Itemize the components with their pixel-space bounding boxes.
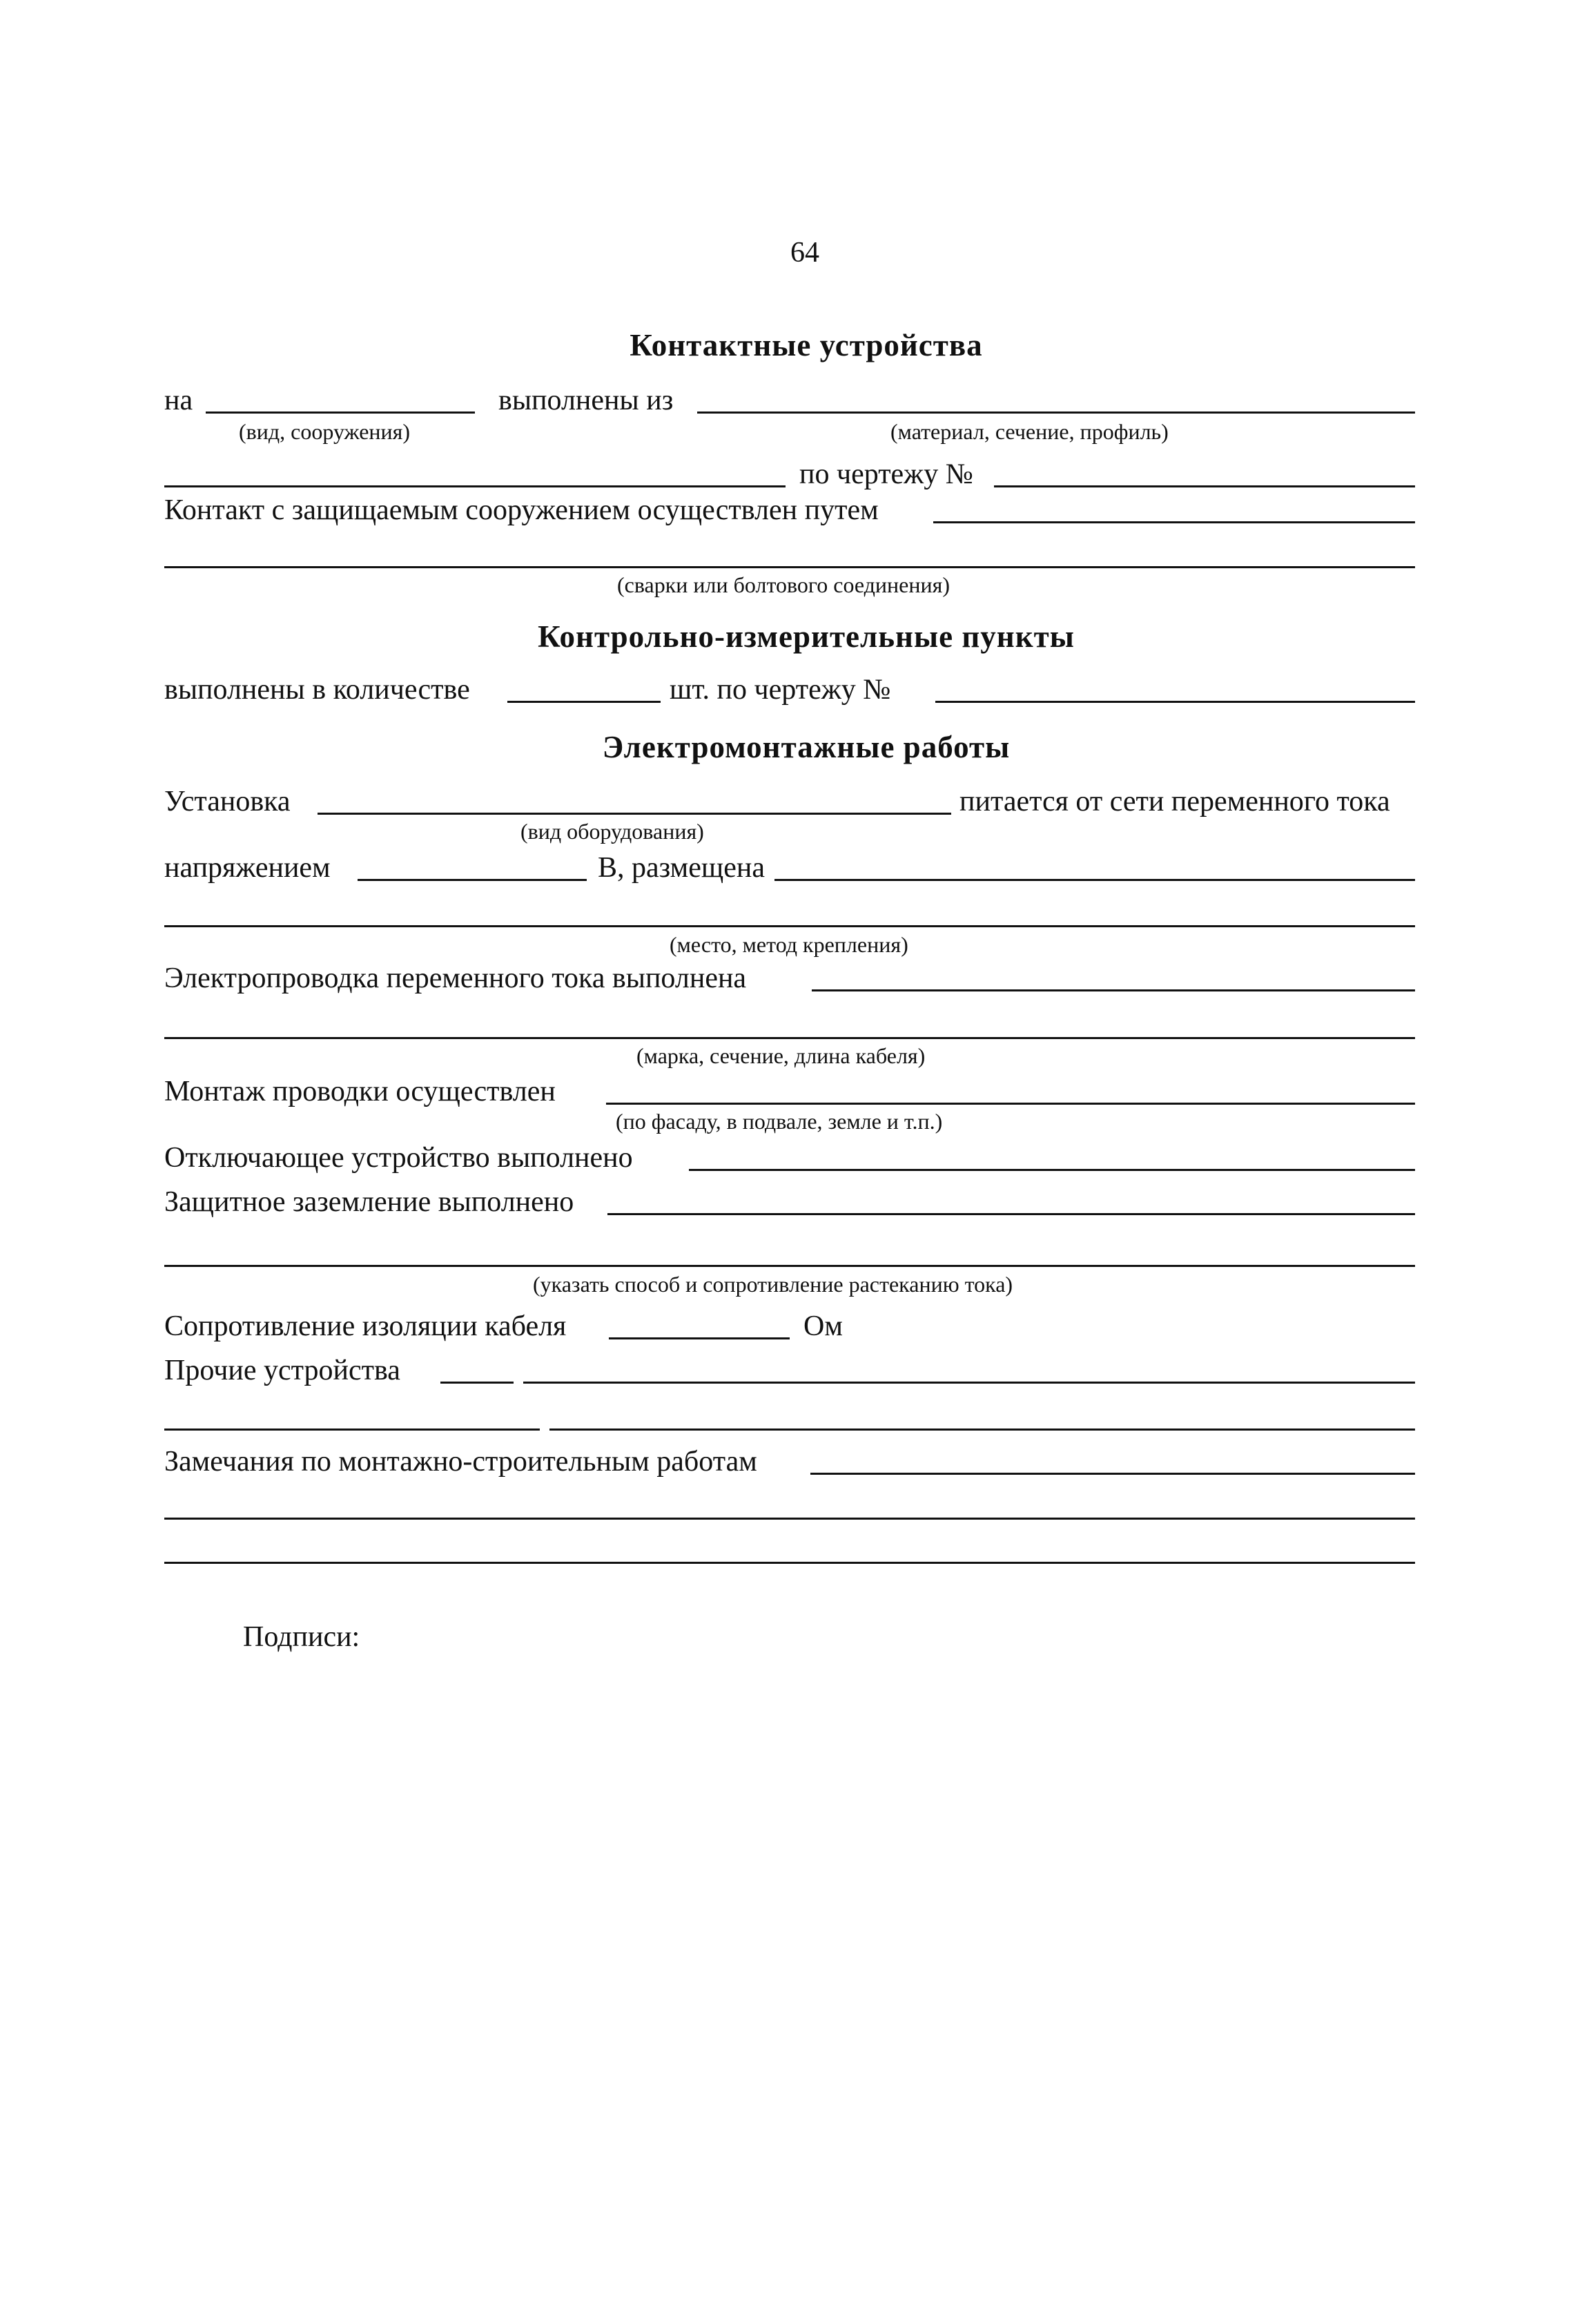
field-grounding-cont[interactable] xyxy=(164,1265,1415,1267)
field-insulation[interactable] xyxy=(609,1337,790,1339)
label-voltage: напряжением xyxy=(164,852,331,884)
label-signatures: Подписи: xyxy=(243,1621,360,1653)
field-remarks-cont-2[interactable] xyxy=(164,1562,1415,1564)
field-material[interactable] xyxy=(697,411,1415,414)
label-switch: Отключающее устройство выполнено xyxy=(164,1142,633,1174)
field-contact-method[interactable] xyxy=(933,521,1415,523)
field-wiring[interactable] xyxy=(812,989,1415,991)
caption-equipment: (вид оборудования) xyxy=(520,819,704,844)
caption-place: (место, метод крепления) xyxy=(670,932,908,957)
label-done-from: выполнены из xyxy=(498,385,674,416)
field-remarks-cont-1[interactable] xyxy=(164,1518,1415,1520)
label-contact: Контакт с защищаемым сооружением осуществлен путем xyxy=(164,494,879,526)
label-insulation: Сопротивление изоляции кабеля xyxy=(164,1310,567,1342)
label-pcs-drawing: шт. по чертежу № xyxy=(670,674,891,706)
field-points-drawing-no[interactable] xyxy=(935,701,1415,703)
label-ohm: Ом xyxy=(803,1310,843,1342)
label-grounding: Защитное заземление выполнено xyxy=(164,1186,574,1218)
field-other[interactable] xyxy=(523,1382,1415,1384)
field-contact-method-cont[interactable] xyxy=(164,566,1415,568)
field-other-cont-a[interactable] xyxy=(164,1429,540,1431)
caption-structure-type: (вид, сооружения) xyxy=(239,419,411,444)
field-other-short[interactable] xyxy=(440,1382,514,1384)
page-number: 64 xyxy=(790,237,819,269)
caption-weld: (сварки или болтового соединения) xyxy=(617,572,950,597)
field-voltage[interactable] xyxy=(358,879,587,881)
field-remarks[interactable] xyxy=(810,1473,1415,1475)
label-powered: питается от сети переменного тока xyxy=(959,786,1390,817)
label-na: на xyxy=(164,385,193,416)
label-remarks: Замечания по монтажно-строительным работам xyxy=(164,1446,757,1478)
caption-cable: (марка, сечение, длина кабеля) xyxy=(636,1043,926,1068)
section-title-contact: Контактные устройства xyxy=(630,328,983,362)
label-wiring: Электропроводка переменного тока выполнена xyxy=(164,962,747,994)
caption-facade: (по фасаду, в подвале, земле и т.п.) xyxy=(616,1109,943,1134)
field-switch[interactable] xyxy=(689,1169,1415,1171)
field-drawing-no[interactable] xyxy=(994,485,1415,487)
caption-grounding: (указать способ и сопротивление растеканию тока) xyxy=(533,1272,1013,1297)
field-wiring-cont[interactable] xyxy=(164,1037,1415,1039)
label-install: Установка xyxy=(164,786,291,817)
label-by-drawing: по чертежу № xyxy=(799,458,973,490)
field-equipment[interactable] xyxy=(318,813,951,815)
field-mounting[interactable] xyxy=(606,1103,1415,1105)
field-placement-cont[interactable] xyxy=(164,925,1415,927)
field-quantity[interactable] xyxy=(507,701,661,703)
label-other: Прочие устройства xyxy=(164,1355,400,1386)
section-title-points: Контрольно-измерительные пункты xyxy=(538,619,1075,654)
label-done-qty: выполнены в количестве xyxy=(164,674,470,706)
caption-material: (материал, сечение, профиль) xyxy=(890,419,1169,444)
field-dash xyxy=(461,411,472,414)
label-volts-placed: В, размещена xyxy=(598,852,765,884)
field-structure-type[interactable] xyxy=(206,411,475,414)
label-mounting: Монтаж проводки осуществлен xyxy=(164,1076,556,1107)
field-placement[interactable] xyxy=(774,879,1415,881)
section-title-electric: Электромонтажные работы xyxy=(602,730,1011,764)
field-other-cont-b[interactable] xyxy=(549,1429,1415,1431)
field-grounding[interactable] xyxy=(607,1213,1415,1215)
field-material-cont[interactable] xyxy=(164,485,786,487)
